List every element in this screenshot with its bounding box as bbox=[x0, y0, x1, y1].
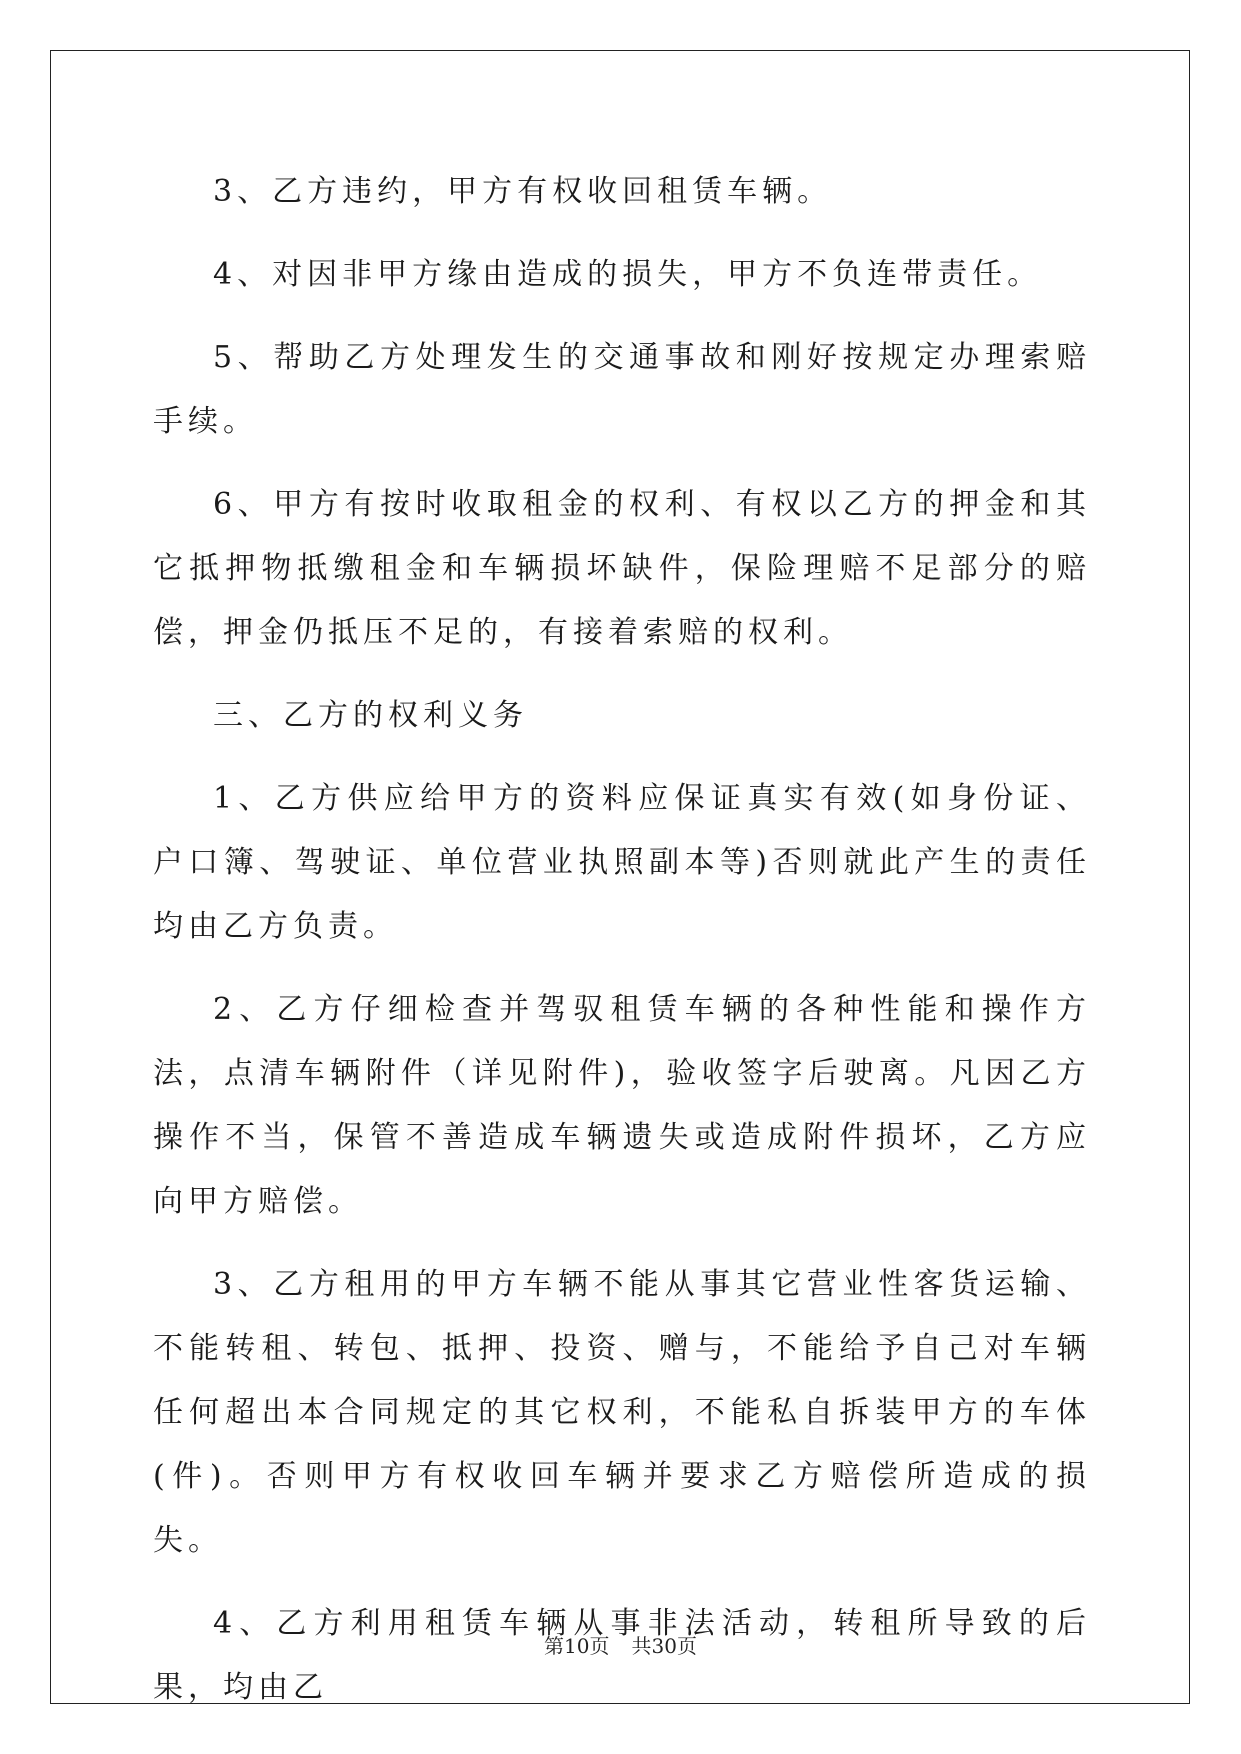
page-total: 共30页 bbox=[631, 1634, 697, 1658]
paragraph-party-b-clause-3: 3、乙方租用的甲方车辆不能从事其它营业性客货运输、不能转租、转包、抵押、投资、赠与，不能给予自己对车辆任何超出本合同规定的其它权利，不能私自拆装甲方的车体(件)。否则甲方有权收回车辆并要求乙方赔偿所造成的损失。 bbox=[153, 1267, 1091, 1558]
paragraph-party-b-clause-4: 4、乙方利用租赁车辆从事非法活动，转租所导致的后果，均由乙 bbox=[153, 1606, 1091, 1705]
section-heading-party-b: 三、乙方的权利义务 bbox=[213, 698, 528, 733]
paragraph-party-b-clause-2: 2、乙方仔细检查并驾驭租赁车辆的各种性能和操作方法，点清车辆附件（详见附件)，验收签字后驶离。凡因乙方操作不当，保管不善造成车辆遗失或造成附件损坏，乙方应向甲方赔偿。 bbox=[153, 992, 1091, 1219]
paragraph-clause-5: 5、帮助乙方处理发生的交通事故和刚好按规定办理索赔手续。 bbox=[153, 340, 1091, 439]
page-footer bbox=[0, 1630, 1241, 1659]
paragraph-party-b-clause-1: 1、乙方供应给甲方的资料应保证真实有效(如身份证、户口簿、驾驶证、单位营业执照副本等)否则就此产生的责任均由乙方负责。 bbox=[153, 781, 1091, 944]
page-number: 第10页 bbox=[544, 1634, 610, 1658]
paragraph-clause-4: 4、对因非甲方缘由造成的损失，甲方不负连带责任。 bbox=[213, 257, 1043, 292]
paragraph-clause-3: 3、乙方违约，甲方有权收回租赁车辆。 bbox=[213, 174, 833, 209]
paragraph-clause-6: 6、甲方有按时收取租金的权利、有权以乙方的押金和其它抵押物抵缴租金和车辆损坏缺件，保险理赔不足部分的赔偿，押金仍抵压不足的，有接着索赔的权利。 bbox=[153, 487, 1091, 650]
document-body bbox=[153, 160, 1091, 1720]
